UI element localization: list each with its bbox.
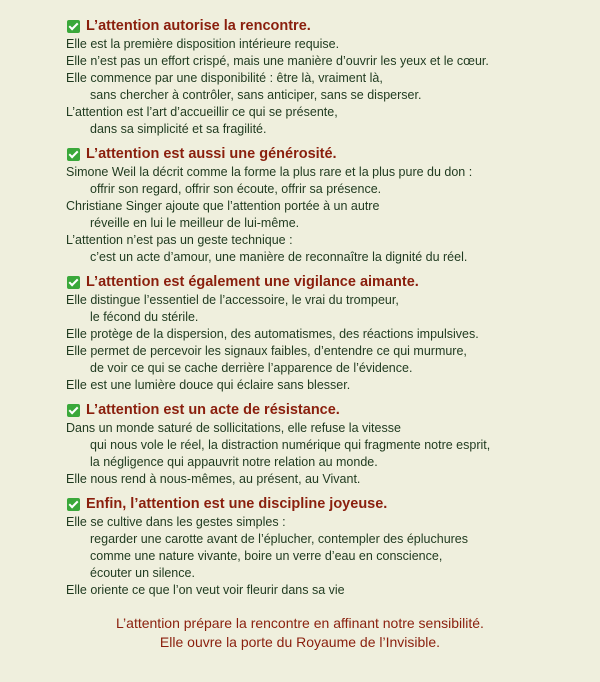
text-line: réveille en lui le meilleur de lui-même. [90,216,300,230]
section-heading [67,16,586,36]
section-title: L’attention est également une vigilance aimante. [86,274,419,290]
text-line: regarder une carotte avant de l’éplucher, contempler des épluchures [90,532,469,546]
text-line: Elle commence par une disponibilité : être là, vraiment là, [66,71,383,85]
check-mark-icon [67,20,80,33]
section-heading [67,494,586,514]
section-title: Enfin, l’attention est une discipline joyeuse. [86,496,388,512]
check-mark-icon [67,498,80,511]
section-heading [67,272,586,292]
text-line: offrir son regard, offrir son écoute, offrir sa présence. [90,182,382,196]
text-line: Christiane Singer ajoute que l’attention portée à un autre [66,199,380,213]
text-line: Elle se cultive dans les gestes simples : [66,515,286,529]
text-content [66,16,586,605]
check-mark-icon [67,276,80,289]
text-line: c’est un acte d’amour, une manière de reconnaître la dignité du réel. [90,250,468,264]
text-line: Elle nous rend à nous-mêmes, au présent, au Vivant. [66,472,361,486]
section [66,400,586,488]
check-mark-icon [67,404,80,417]
text-line: de voir ce qui se cache derrière l’apparence de l’évidence. [90,361,413,375]
text-line: écouter un silence. [90,566,195,580]
text-line: comme une nature vivante, boire un verre d’eau en conscience, [90,549,443,563]
check-mark-icon [67,148,80,161]
closing-line: L’attention prépare la rencontre en affinant notre sensibilité. [116,615,484,631]
text-line: la négligence qui appauvrit notre relation au monde. [90,455,378,469]
section-title: L’attention est aussi une générosité. [86,146,337,162]
text-line: Elle distingue l’essentiel de l’accessoire, le vrai du trompeur, [66,293,399,307]
text-line: Elle n’est pas un effort crispé, mais une manière d’ouvrir les yeux et le cœur. [66,54,489,68]
closing-line: Elle ouvre la porte du Royaume de l’Invisible. [159,634,441,650]
text-line: Elle protège de la dispersion, des automatismes, des réactions impulsives. [66,327,479,341]
text-line: Dans un monde saturé de sollicitations, elle refuse la vitesse [66,421,401,435]
section [66,144,586,266]
text-line: Elle est la première disposition intérieure requise. [66,37,340,51]
section-heading [67,144,586,164]
text-line: L’attention est l’art d’accueillir ce qui se présente, [66,105,338,119]
text-line: qui nous vole le réel, la distraction numérique qui fragmente notre esprit, [90,438,491,452]
section-title: L’attention est un acte de résistance. [86,402,340,418]
text-line: Elle oriente ce que l’on veut voir fleurir dans sa vie [66,583,345,597]
section-title: L’attention autorise la rencontre. [86,18,311,34]
text-line: Elle est une lumière douce qui éclaire sans blesser. [66,378,351,392]
text-line: sans chercher à contrôler, sans anticiper, sans se disperser. [90,88,422,102]
text-line: le fécond du stérile. [90,310,199,324]
section [66,494,586,599]
section [66,272,586,394]
section-heading [67,400,586,420]
closing-text [0,614,600,652]
text-line: Simone Weil la décrit comme la forme la plus rare et la plus pure du don : [66,165,473,179]
section [66,16,586,138]
text-line: L’attention n’est pas un geste technique : [66,233,293,247]
text-line: dans sa simplicité et sa fragilité. [90,122,267,136]
text-line: Elle permet de percevoir les signaux faibles, d’entendre ce qui murmure, [66,344,467,358]
